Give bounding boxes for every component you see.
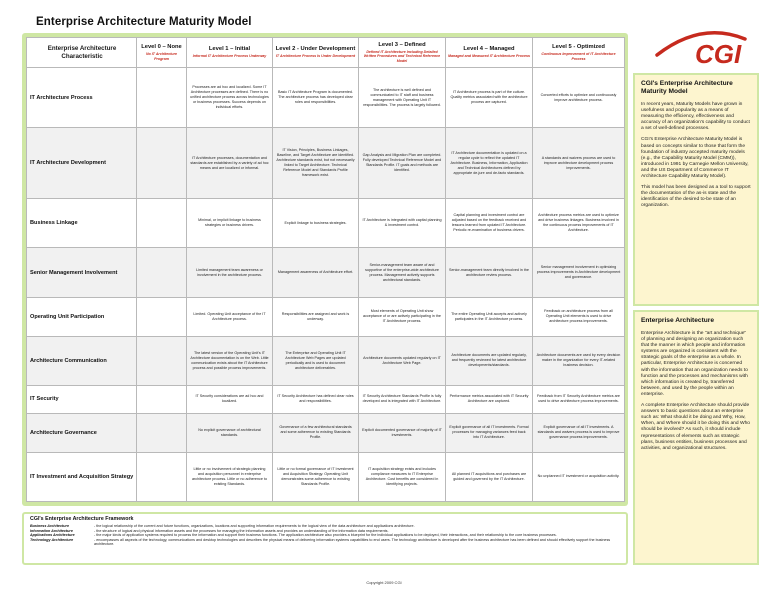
table-cell: Explicit documented governance of majority of IT investments.	[359, 413, 446, 452]
table-cell: Governance of a few architectural standards and some adherence to existing Standards Profile.	[273, 413, 359, 452]
row-label: Architecture Communication	[27, 336, 137, 385]
table-cell	[137, 297, 187, 336]
table-cell: The entire Operating Unit accepts and actively participates in the IT Architecture process.	[446, 297, 533, 336]
framework-term: Technology Architecture	[30, 537, 74, 542]
level-subtitle: No IT Architecture Program	[145, 52, 178, 61]
table-cell: IT Architecture process is part of the culture. Quality metrics associated with the architecture process are captured.	[446, 68, 533, 128]
level-title: Level 5 - Optimized	[552, 44, 605, 51]
level-subtitle: IT Architecture Process Is Under Development	[275, 54, 356, 59]
framework-definition: - the major kinds of application systems required to process the information and support their business functions. The application architecture also provides a blueprint for the individual applications to be deployed, their interactions, and their relationship to the core business processes.	[94, 533, 557, 538]
table-cell: The Enterprise and Operating Unit IT Architecture Web Pages are updated periodically and is used to document architecture deliverables.	[273, 336, 359, 385]
table-cell: Capital planning and investment control are adjusted based on the feedback received and lessons learned from updated IT Architecture. Periodic re-examination of business drivers.	[446, 199, 533, 248]
framework-definition: - the logical relationship of the current and future functions, organizations, locations and supporting information requirements to the logical view of the data architecture and applications architecture.	[94, 524, 415, 528]
table-cell: Limited. Operating Unit acceptance of the IT Architecture process.	[187, 297, 273, 336]
row-label: IT Security	[27, 385, 137, 413]
sidebar-title: Enterprise Architecture	[641, 317, 715, 324]
sidebar-title: CGI's Enterprise Architecture Maturity Model	[641, 80, 733, 95]
row-label: Architecture Governance	[27, 413, 137, 452]
row-label: Senior Management Involvement	[27, 248, 137, 297]
table-cell: Feedback on architecture process from all Operating Unit elements is used to drive architecture process improvements.	[533, 297, 625, 336]
table-cell	[137, 336, 187, 385]
table-row	[27, 452, 625, 501]
table-cell: Little or no involvement of strategic planning and acquisition personnel in enterprise architecture process. Little or no adherence to existing Standards.	[187, 452, 273, 501]
table-cell	[137, 385, 187, 413]
row-label: IT Investment and Acquisition Strategy	[27, 452, 137, 501]
table-row	[27, 248, 625, 297]
framework-item	[30, 538, 620, 547]
table-cell: All planned IT acquisitions and purchases are guided and governed by the IT Architecture.	[446, 452, 533, 501]
table-cell: IT Architecture documentation is updated on a regular cycle to reflect the updated IT Architecture. Business, Information, Application and Technical Architectures defined by appropriate de-jure and de-facto standards.	[446, 128, 533, 199]
row-label: IT Architecture Process	[27, 68, 137, 128]
table-cell: No unplanned IT investment or acquisition activity.	[533, 452, 625, 501]
table-cell	[137, 199, 187, 248]
table-cell: IT Vision, Principles, Business Linkages, Baseline, and Target Architecture are identified. Architecture standards exist, but not necessarily linked to Target Architecture. Technical Reference Model and Standards Profile framework exist.	[273, 128, 359, 199]
table-row	[27, 68, 625, 128]
table-cell: A standards and waivers process are used to improve architecture development process improvements.	[533, 128, 625, 199]
level-4-header	[446, 38, 533, 68]
table-cell: Explicit governance of all IT investments. Formal processes for managing variances feed back into IT Architecture.	[446, 413, 533, 452]
framework-definition: - the structure of logical and physical information assets and the processes for managing the information assets and provides an understanding of the information data requirements.	[94, 528, 389, 533]
level-title: Level 1 – Initial	[208, 46, 251, 53]
sidebar-paragraph: Enterprise Architecture is the "art and technique" of planning and designing an organization such that the manner in which people and information systems are organized is consistent with the strategic goals of the enterprise as a whole. In particular, Enterprise Architecture is concerned with the information that an organization needs to function and the processes and mechanisms with which information is created by, transferred between, and used by the people within an enterprise.	[641, 331, 748, 397]
table-cell: Limited management team awareness or involvement in the architecture process.	[187, 248, 273, 297]
sidebar-paragraph: In recent years, Maturity Models have grown in usefulness and popularity as a means of measuring the efficiency, effectiveness and accuracy of an organization's capability to conduct a set of well-defined processes.	[641, 102, 750, 132]
logo-text: CGI	[695, 39, 742, 67]
table-cell: The architecture is well defined and communicated to IT staff and business management with Operating Unit IT responsibilities. The process is largely followed.	[359, 68, 446, 128]
level-subtitle: Managed and Measured IT Architecture Process	[448, 54, 530, 59]
table-cell: Processes are ad hoc and localized. Some IT Architecture processes are defined. There is no unified architecture process across technologies or business processes. Success depends on individual efforts.	[187, 68, 273, 128]
table-cell: IT Security Architecture Standards Profile is fully developed and is integrated with IT Architecture.	[359, 385, 446, 413]
sidebar-paragraph: This model has been designed as a tool to support the documentation of the as-is state and the identification of the desired to-be state of an organization.	[641, 185, 751, 209]
level-title: Level 3 – Defined	[378, 41, 426, 48]
table-row	[27, 413, 625, 452]
framework-term: Applications Architecture	[30, 533, 75, 538]
table-cell: Explicit linkage to business strategies.	[273, 199, 359, 248]
row-label: Business Linkage	[27, 199, 137, 248]
cgi-logo	[655, 25, 747, 67]
table-cell: Performance metrics associated with IT Security Architecture are captured.	[446, 385, 533, 413]
header-row	[27, 38, 625, 68]
table-cell: Management awareness of Architecture effort.	[273, 248, 359, 297]
level-3-header	[359, 38, 446, 68]
table-cell: Feedback from IT Security Architecture metrics are used to drive architecture process improvements.	[533, 385, 625, 413]
table-cell: Responsibilities are assigned and work is underway.	[273, 297, 359, 336]
table-cell	[137, 413, 187, 452]
table-cell: The latest version of the Operating Unit's IT Architecture documentation is on the Web. Little communication exists about the IT Architecture process and possible process improvements.	[187, 336, 273, 385]
table-cell	[137, 128, 187, 199]
table-cell: Explicit governance of all IT investments. A standards and waivers process is used to improve governance process improvements.	[533, 413, 625, 452]
table-cell: IT Architecture processes, documentation and standards are established by a variety of ad hoc means and are localized or informal.	[187, 128, 273, 199]
table-cell: IT Architecture is integrated with capital planning & investment control.	[359, 199, 446, 248]
level-0-header	[137, 38, 187, 68]
table-cell: Architecture process metrics are used to optimize and drive business linkages. Business involved in the continuous process improvements of IT Architecture.	[533, 199, 625, 248]
sidebar-paragraph: A complete Enterprise Architecture should provide answers to basic questions about an enterprise such as: What should it be doing and Why, How, When, and Where should it be doing this and Who should be involved? As such, it should include representations of elements such as strategic plans, business entities, business processes and activities, and organizational structures.	[641, 403, 751, 451]
maturity-matrix	[26, 37, 625, 502]
level-2-header	[273, 38, 359, 68]
row-label: IT Architecture Development	[27, 128, 137, 199]
page-title: Enterprise Architecture Maturity Model	[36, 16, 252, 28]
table-cell: Minimal, or implicit linkage to business strategies or business drivers.	[187, 199, 273, 248]
table-row	[27, 199, 625, 248]
framework-title: CGI's Enterprise Architecture Framework	[30, 516, 134, 522]
level-title: Level 2 - Under Development	[275, 46, 356, 53]
table-cell: Senior-management team directly involved in the architecture review process.	[446, 248, 533, 297]
table-cell: Concerted efforts to optimize and continuously improve architecture process.	[533, 68, 625, 128]
level-subtitle: Defined IT Architecture Including Detailed Written Procedures and Technical Reference Model	[363, 49, 441, 63]
sidebar-paragraph: CGI's Enterprise Architecture Maturity Model is based on concepts similar to those that form the foundation of industry accepted maturity models (e.g., the Capability Maturity Model (CMM)), introduced in 1991 by Carnegie Mellon University, and the US Department of Commerce IT Architecture Capability Maturity Model).	[641, 137, 749, 180]
table-cell: IT acquisition strategy exists and includes compliance measures to IT Enterprise Architecture. Cost benefits are considered in identifying projects.	[359, 452, 446, 501]
table-cell	[137, 68, 187, 128]
framework-definition: - encompasses all aspects of the technology, communications and desktop technologies and describes the physical means of delivering information systems capabilities to end users. The technology architecture is developed after the business architecture has been defined and should effectively support the business architecture.	[94, 537, 611, 547]
sidebar-enterprise-architecture	[633, 310, 759, 565]
table-cell: Senior management involvement in optimizing process improvements in Architecture development and governance.	[533, 248, 625, 297]
table-row	[27, 128, 625, 199]
table-row	[27, 336, 625, 385]
characteristic-header: Enterprise Architecture Characteristic	[27, 38, 137, 68]
table-cell: Architecture documents are used by every decision maker in the organization for every IT-related business decision.	[533, 336, 625, 385]
framework-term: Business Architecture	[30, 524, 70, 528]
level-title: Level 4 – Managed	[463, 46, 515, 53]
level-subtitle: Informal IT Architecture Process Underway	[192, 54, 267, 59]
sidebar-maturity-model	[633, 73, 759, 306]
level-subtitle: Continuous Improvement of IT Architecture Process	[541, 52, 616, 61]
framework-definitions	[22, 512, 628, 565]
table-cell: Gap Analysis and Migration Plan are completed. Fully developed Technical Reference Model and Standards Profile. IT goals and methods are identified.	[359, 128, 446, 199]
table-cell: Senior-management team aware of and supportive of the enterprise-wide architecture process. Management actively supports architectural standards.	[359, 248, 446, 297]
table-cell: Little or no formal governance of IT Investment and Acquisition Strategy. Operating Unit demonstrates some adherence to existing Standards Profile.	[273, 452, 359, 501]
table-cell: Architecture documents updated regularly on IT Architecture Web Page.	[359, 336, 446, 385]
table-cell: Basic IT Architecture Program is documented. The architecture process has developed clear roles and responsibilities.	[273, 68, 359, 128]
row-label: Operating Unit Participation	[27, 297, 137, 336]
level-5-header	[533, 38, 625, 68]
table-cell	[137, 452, 187, 501]
table-cell: No explicit governance of architectural standards.	[187, 413, 273, 452]
table-cell: Architecture documents are updated regularly, and frequently reviewed for latest architecture developments/standards.	[446, 336, 533, 385]
table-cell	[137, 248, 187, 297]
table-cell: Most elements of Operating Unit show acceptance of or are actively participating in the IT Architecture process.	[359, 297, 446, 336]
table-row	[27, 385, 625, 413]
level-title: Level 0 – None	[141, 44, 182, 51]
table-cell: IT Security Architecture has defined clear roles and responsibilities.	[273, 385, 359, 413]
table-cell: IT Security considerations are ad hoc and localized.	[187, 385, 273, 413]
copyright: Copyright 2009 CGI	[366, 580, 402, 585]
level-1-header	[187, 38, 273, 68]
framework-term: Information Architecture	[30, 528, 73, 533]
table-row	[27, 297, 625, 336]
